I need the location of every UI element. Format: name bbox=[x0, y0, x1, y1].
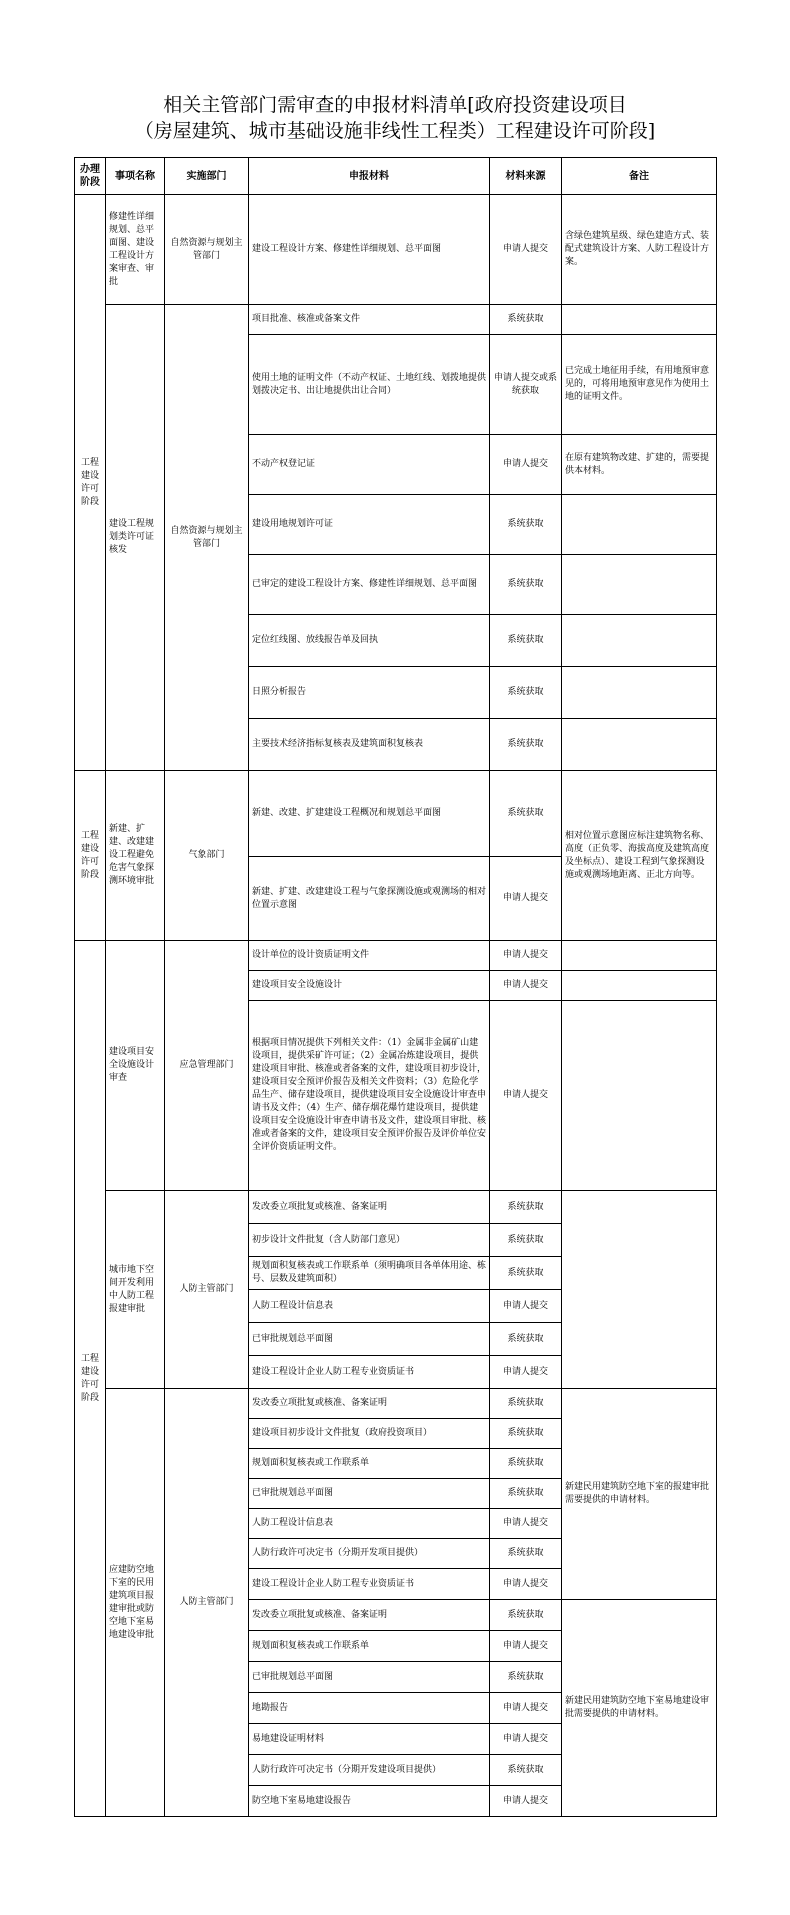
remark-cell bbox=[562, 615, 717, 667]
header-item: 事项名称 bbox=[106, 158, 165, 195]
material-cell: 人防工程设计信息表 bbox=[249, 1290, 490, 1323]
source-cell: 系统获取 bbox=[490, 1479, 562, 1509]
source-cell: 系统获取 bbox=[490, 1389, 562, 1419]
materials-table bbox=[74, 157, 717, 1817]
header-material: 申报材料 bbox=[249, 158, 490, 195]
material-cell: 发改委立项批复或核准、备案证明 bbox=[249, 1389, 490, 1419]
source-cell: 系统获取 bbox=[490, 1539, 562, 1569]
header-dept: 实施部门 bbox=[165, 158, 249, 195]
source-cell: 申请人提交 bbox=[490, 1290, 562, 1323]
source-cell: 申请人提交 bbox=[490, 1786, 562, 1817]
material-cell: 项目批准、核准或备案文件 bbox=[249, 305, 490, 335]
source-cell: 系统获取 bbox=[490, 1600, 562, 1631]
source-cell: 系统获取 bbox=[490, 1323, 562, 1356]
source-cell: 系统获取 bbox=[490, 1419, 562, 1449]
material-cell: 已审批规划总平面图 bbox=[249, 1323, 490, 1356]
remark-cell bbox=[562, 555, 717, 615]
source-cell: 系统获取 bbox=[490, 305, 562, 335]
material-cell: 规划面积复核表或工作联系单 bbox=[249, 1631, 490, 1662]
source-cell: 申请人提交 bbox=[490, 1569, 562, 1600]
table-row bbox=[75, 1389, 717, 1419]
table-row bbox=[75, 305, 717, 335]
source-cell: 系统获取 bbox=[490, 771, 562, 857]
item-cell: 应建防空地下室的民用建筑项目报建审批或防空地下室易地建设审批 bbox=[106, 1389, 165, 1817]
remark-cell bbox=[562, 667, 717, 719]
source-cell: 申请人提交 bbox=[490, 1509, 562, 1539]
source-cell: 申请人提交 bbox=[490, 1001, 562, 1191]
remark-cell bbox=[562, 305, 717, 335]
dept-cell: 气象部门 bbox=[165, 771, 249, 941]
source-cell: 申请人提交 bbox=[490, 1356, 562, 1389]
material-cell: 建设项目初步设计文件批复（政府投资项目） bbox=[249, 1419, 490, 1449]
material-cell: 已审批规划总平面图 bbox=[249, 1479, 490, 1509]
item-cell: 城市地下空间开发利用中人防工程报建审批 bbox=[106, 1191, 165, 1389]
dept-cell: 应急管理部门 bbox=[165, 941, 249, 1191]
material-cell: 地勘报告 bbox=[249, 1693, 490, 1724]
dept-cell: 人防主管部门 bbox=[165, 1389, 249, 1817]
material-cell: 发改委立项批复或核准、备案证明 bbox=[249, 1600, 490, 1631]
source-cell: 申请人提交 bbox=[490, 195, 562, 305]
source-cell: 系统获取 bbox=[490, 1755, 562, 1786]
source-cell: 申请人提交 bbox=[490, 941, 562, 971]
dept-cell: 人防主管部门 bbox=[165, 1191, 249, 1389]
material-cell: 设计单位的设计资质证明文件 bbox=[249, 941, 490, 971]
dept-cell: 自然资源与规划主管部门 bbox=[165, 305, 249, 771]
material-cell: 不动产权登记证 bbox=[249, 435, 490, 495]
remark-cell bbox=[562, 1191, 717, 1389]
item-cell: 修建性详细规划、总平面图、建设工程设计方案审查、审批 bbox=[106, 195, 165, 305]
source-cell: 系统获取 bbox=[490, 555, 562, 615]
table-row bbox=[75, 771, 717, 857]
remark-cell: 新建民用建筑防空地下室易地建设审批需要提供的申请材料。 bbox=[562, 1600, 717, 1817]
material-cell: 发改委立项批复或核准、备案证明 bbox=[249, 1191, 490, 1224]
material-cell: 人防工程设计信息表 bbox=[249, 1509, 490, 1539]
source-cell: 系统获取 bbox=[490, 1257, 562, 1290]
material-cell: 新建、扩建、改建建设工程与气象探测设施或观测场的相对位置示意图 bbox=[249, 857, 490, 941]
page-title-line1: 相关主管部门需审查的申报材料清单[政府投资建设项目 bbox=[163, 94, 627, 116]
item-cell: 新建、扩建、改建建设工程避免危害气象探测环境审批 bbox=[106, 771, 165, 941]
source-cell: 申请人提交 bbox=[490, 971, 562, 1001]
material-cell: 建设工程设计方案、修建性详细规划、总平面图 bbox=[249, 195, 490, 305]
table-row bbox=[75, 195, 717, 305]
remark-cell: 含绿色建筑星级、绿色建造方式、装配式建筑设计方案、人防工程设计方案。 bbox=[562, 195, 717, 305]
material-cell: 定位红线图、放线报告单及回执 bbox=[249, 615, 490, 667]
material-cell: 规划面积复核表或工作联系单 bbox=[249, 1449, 490, 1479]
remark-cell bbox=[562, 719, 717, 771]
remark-cell bbox=[562, 1001, 717, 1191]
remark-cell: 新建民用建筑防空地下室的报建审批需要提供的申请材料。 bbox=[562, 1389, 717, 1600]
page-title-line2: （房屋建筑、城市基础设施非线性工程类）工程建设许可阶段] bbox=[134, 120, 656, 142]
source-cell: 申请人提交或系统获取 bbox=[490, 335, 562, 435]
remark-cell: 已完成土地征用手续，有用地预审意见的，可将用地预审意见作为使用土地的证明文件。 bbox=[562, 335, 717, 435]
remark-cell: 在原有建筑物改建、扩建的，需要提供本材料。 bbox=[562, 435, 717, 495]
material-cell: 人防行政许可决定书（分期开发建设项目提供） bbox=[249, 1755, 490, 1786]
remark-cell: 相对位置示意图应标注建筑物名称、高度（正负零、海拔高度及建筑高度及坐标点）、建设工程到气象探测设施或观测场地距离、正北方向等。 bbox=[562, 771, 717, 941]
dept-cell: 自然资源与规划主管部门 bbox=[165, 195, 249, 305]
header-source: 材料来源 bbox=[490, 158, 562, 195]
source-cell: 申请人提交 bbox=[490, 1724, 562, 1755]
remark-cell bbox=[562, 971, 717, 1001]
remark-cell bbox=[562, 941, 717, 971]
source-cell: 系统获取 bbox=[490, 1224, 562, 1257]
item-cell: 建设项目安全设施设计审查 bbox=[106, 941, 165, 1191]
stage-cell: 工程建设许可阶段 bbox=[75, 941, 106, 1817]
item-cell: 建设工程规划类许可证核发 bbox=[106, 305, 165, 771]
material-cell: 新建、改建、扩建建设工程概况和规划总平面图 bbox=[249, 771, 490, 857]
source-cell: 系统获取 bbox=[490, 719, 562, 771]
header-stage: 办理阶段 bbox=[75, 158, 106, 195]
material-cell: 建设项目安全设施设计 bbox=[249, 971, 490, 1001]
material-cell: 已审定的建设工程设计方案、修建性详细规划、总平面图 bbox=[249, 555, 490, 615]
source-cell: 系统获取 bbox=[490, 1662, 562, 1693]
material-cell: 人防行政许可决定书（分期开发项目提供） bbox=[249, 1539, 490, 1569]
material-cell: 建设工程设计企业人防工程专业资质证书 bbox=[249, 1356, 490, 1389]
source-cell: 申请人提交 bbox=[490, 1693, 562, 1724]
table-header-row bbox=[75, 158, 717, 195]
source-cell: 系统获取 bbox=[490, 667, 562, 719]
material-cell: 主要技术经济指标复核表及建筑面积复核表 bbox=[249, 719, 490, 771]
source-cell: 系统获取 bbox=[490, 495, 562, 555]
material-cell: 建设用地规划许可证 bbox=[249, 495, 490, 555]
material-cell: 易地建设证明材料 bbox=[249, 1724, 490, 1755]
material-cell: 使用土地的证明文件（不动产权证、土地红线、划拨地提供划拨决定书、出让地提供出让合同） bbox=[249, 335, 490, 435]
stage-cell: 工程建设许可阶段 bbox=[75, 195, 106, 771]
header-remark: 备注 bbox=[562, 158, 717, 195]
table-row bbox=[75, 941, 717, 971]
material-cell: 规划面积复核表或工作联系单（须明确项目各单体用途、栋号、层数及建筑面积） bbox=[249, 1257, 490, 1290]
material-cell: 日照分析报告 bbox=[249, 667, 490, 719]
source-cell: 系统获取 bbox=[490, 1449, 562, 1479]
table-row bbox=[75, 1191, 717, 1224]
source-cell: 系统获取 bbox=[490, 1191, 562, 1224]
source-cell: 系统获取 bbox=[490, 615, 562, 667]
material-cell: 建设工程设计企业人防工程专业资质证书 bbox=[249, 1569, 490, 1600]
material-cell: 已审批规划总平面图 bbox=[249, 1662, 490, 1693]
material-cell: 防空地下室易地建设报告 bbox=[249, 1786, 490, 1817]
source-cell: 申请人提交 bbox=[490, 435, 562, 495]
remark-cell bbox=[562, 495, 717, 555]
material-cell: 根据项目情况提供下列相关文件：（1）金属非金属矿山建设项目，提供采矿许可证；（2）金属冶炼建设项目，提供建设项目审批、核准或者备案的文件，建设项目初步设计，建设项目安全预评价报告及相关文件资料；（3）危险化学品生产、储存建设项目，提供建设项目安全设施设计审查申请书及文件；（4）生产、储存烟花爆竹建设项目，提供建设项目安全设施设计审查申请书及文件，建设项目审批、核准或者备案的文件，建设项目安全预评价报告及评价单位安全评价资质证明文件。 bbox=[249, 1001, 490, 1191]
source-cell: 申请人提交 bbox=[490, 857, 562, 941]
material-cell: 初步设计文件批复（含人防部门意见） bbox=[249, 1224, 490, 1257]
source-cell: 申请人提交 bbox=[490, 1631, 562, 1662]
stage-cell: 工程建设许可阶段 bbox=[75, 771, 106, 941]
